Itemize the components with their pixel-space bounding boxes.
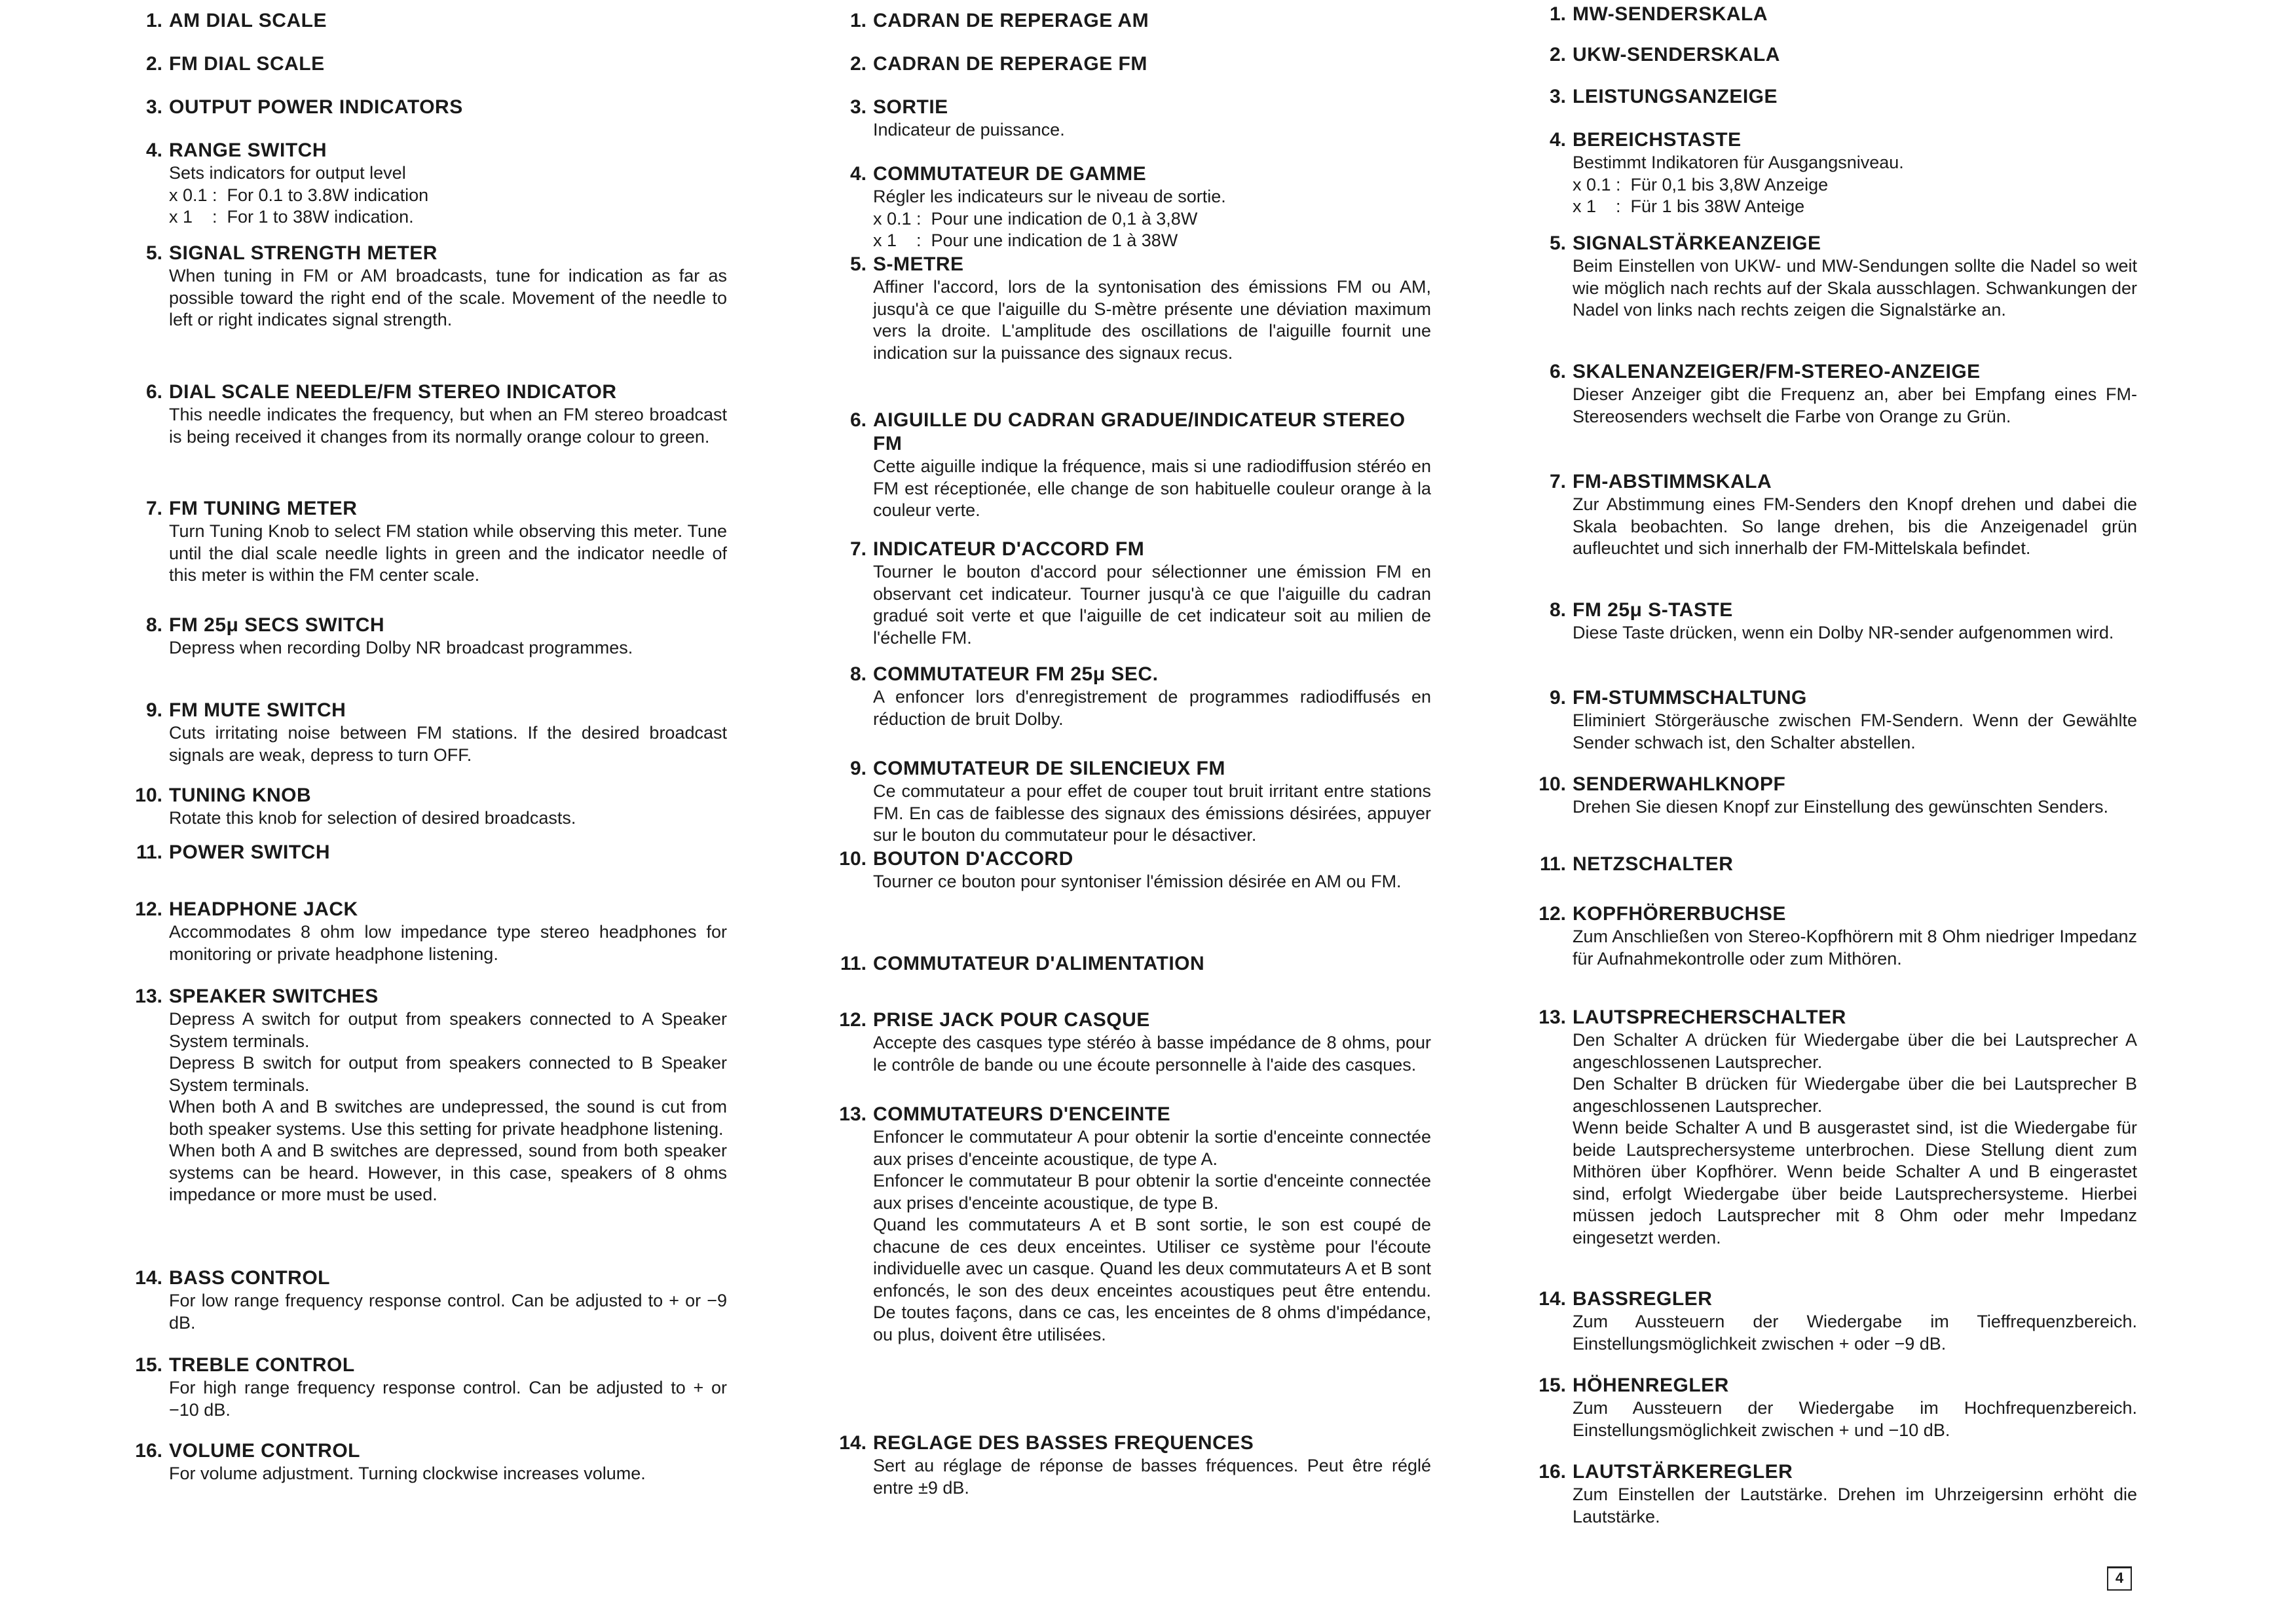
item-description [873,686,1431,730]
item-number: 16. [135,1440,162,1462]
item-number: 1. [849,10,867,31]
description-paragraph: Depress when recording Dolby NR broadcast programmes. [169,638,633,657]
item-title: BASS CONTROL [169,1267,330,1289]
item-title: SKALENANZEIGER/FM-STEREO-ANZEIGE [1573,361,1981,382]
item-description [169,521,727,587]
item-number: 4. [145,139,162,161]
item-title: BEREICHSTASTE [1573,129,1742,151]
item-title: DIAL SCALE NEEDLE/FM STEREO INDICATOR [169,381,617,403]
list-item [124,139,727,229]
item-number: 12. [839,1009,867,1031]
item-description [1573,926,2137,970]
item-title: FM 25μ S-TASTE [1573,599,1733,621]
item-description [873,1455,1431,1499]
item-description [873,186,1431,252]
description-paragraph: Wenn beide Schalter A und B ausgerastet sind, ist die Wiedergabe für beide Lautsprechersysteme unterbrochen. Diese Stellung dient zum Mithören über Kopfhörer. Wenn beide Schalter A und B eingerastet sind, erfolgt Wiedergabe über beide Lautsprechersysteme. Hierbei müssen jedoch Lautsprecher mit 8 Ohm oder mehr Impedanz eingesetzt werden. [1573,1118,2137,1247]
description-paragraph: Turn Tuning Knob to select FM station while observing this meter. Tune until the dial scale needle lights in green and the indicator needle of this meter is within the FM center scale. [169,521,727,585]
item-title: AM DIAL SCALE [169,10,327,31]
list-item [1528,360,2137,428]
item-title: FM TUNING METER [169,498,358,519]
description-paragraph: x 1 : Pour une indication de 1 à 38W [873,231,1178,250]
list-item [1528,470,2137,560]
item-number: 16. [1538,1461,1566,1483]
item-number: 13. [135,986,162,1007]
description-paragraph: Sets indicators for output level [169,163,406,183]
item-description [169,807,727,830]
item-title: COMMUTATEUR D'ALIMENTATION [873,953,1205,974]
item-number: 15. [1538,1375,1566,1396]
list-item [829,96,1431,141]
item-number: 3. [1549,86,1566,107]
item-number: 6. [849,409,867,431]
item-description [873,871,1431,893]
list-item [124,699,727,766]
description-paragraph: Régler les indicateurs sur le niveau de sortie. [873,187,1226,206]
item-description [169,1290,727,1334]
description-paragraph: Enfoncer le commutateur A pour obtenir la sortie d'enceinte connectée aux prises d'enceinte acoustique, de type A. [873,1127,1431,1169]
list-item [124,1266,727,1334]
item-title: SIGNAL STRENGTH METER [169,242,438,264]
list-item [1528,43,2137,67]
list-item [124,1354,727,1421]
description-paragraph: Indicateur de puissance. [873,120,1065,139]
item-number: 13. [1538,1006,1566,1028]
list-item [829,253,1431,364]
item-title: FM DIAL SCALE [169,53,325,75]
item-description [169,404,727,448]
item-number: 1. [1549,3,1566,25]
item-title: SORTIE [873,96,948,118]
description-paragraph: Sert au réglage de réponse de basses fréquences. Peut être réglé entre ±9 dB. [873,1456,1431,1498]
description-paragraph: Drehen Sie diesen Knopf zur Einstellung des gewünschten Senders. [1573,797,2109,817]
description-paragraph: For low range frequency response control. Can be adjusted to + or −9 dB. [169,1291,727,1333]
description-paragraph: Eliminiert Störgeräusche zwischen FM-Sendern. Wenn der Gewählte Sender schwach ist, den Schalter abstellen. [1573,710,2137,752]
item-description [169,722,727,766]
list-item [124,898,727,965]
item-number: 5. [849,253,867,275]
description-paragraph: x 1 : Für 1 bis 38W Anteige [1573,196,1805,216]
item-number: 15. [135,1354,162,1376]
item-title: BOUTON D'ACCORD [873,848,1073,870]
list-item [829,952,1431,976]
item-title: RANGE SWITCH [169,139,327,161]
item-description [1573,384,2137,428]
item-description [1573,1484,2137,1528]
item-title: FM 25μ SECS SWITCH [169,614,385,636]
description-paragraph: Zum Einstellen der Lautstärke. Drehen im Uhrzeigersinn erhöht die Lautstärke. [1573,1485,2137,1526]
list-item [124,841,727,864]
item-number: 12. [1538,903,1566,925]
description-paragraph: Den Schalter B drücken für Wiedergabe über die bei Lautsprecher B angeschlossenen Lautsprecher. [1573,1074,2137,1116]
list-item [829,1431,1431,1499]
item-title: FM MUTE SWITCH [169,699,346,721]
list-item [1528,85,2137,109]
list-item [829,162,1431,252]
list-item [1528,1006,2137,1249]
list-item [124,96,727,119]
item-number: 5. [145,242,162,264]
description-paragraph: When tuning in FM or AM broadcasts, tune for indication as far as possible toward the right end of the scale. Movement of the needle to left or right indicates signal strength. [169,266,727,329]
description-paragraph: Tourner ce bouton pour syntoniser l'émission désirée en AM ou FM. [873,872,1402,891]
item-number: 1. [145,10,162,31]
item-number: 14. [135,1267,162,1289]
item-number: 3. [145,96,162,118]
item-description [169,921,727,965]
item-description [169,1463,727,1485]
description-paragraph: Beim Einstellen von UKW- und MW-Sendungen sollte die Nadel so weit wie möglich nach rechts auf der Skala ausschlagen. Schwankungen der Nadel von links nach rechts zeigen die Signalstärke an. [1573,256,2137,320]
item-number: 8. [145,614,162,636]
item-title: PRISE JACK POUR CASQUE [873,1009,1150,1031]
item-title: LAUTSTÄRKEREGLER [1573,1461,1793,1483]
description-paragraph: x 0.1 : For 0.1 to 3.8W indication [169,185,429,205]
item-title: S-METRE [873,253,964,275]
item-number: 8. [1549,599,1566,621]
item-number: 2. [849,53,867,75]
item-number: 9. [145,699,162,721]
description-paragraph: When both A and B switches are undepressed, the sound is cut from both speaker systems. Use this setting for private headphone listening. [169,1097,727,1139]
item-number: 9. [849,758,867,779]
item-title: UKW-SENDERSKALA [1573,44,1780,65]
item-title: FM-ABSTIMMSKALA [1573,471,1772,492]
item-title: CADRAN DE REPERAGE FM [873,53,1147,75]
item-number: 2. [145,53,162,75]
description-paragraph: x 0.1 : Pour une indication de 0,1 à 3,8W [873,208,1198,229]
item-number: 14. [1538,1288,1566,1310]
item-number: 5. [1549,232,1566,254]
item-title: SPEAKER SWITCHES [169,986,379,1007]
item-number: 11. [136,841,162,863]
item-description [1573,152,2137,218]
item-number: 10. [135,784,162,806]
item-title: REGLAGE DES BASSES FREQUENCES [873,1432,1254,1454]
item-number: 4. [1549,129,1566,151]
item-description [169,637,727,659]
list-item [829,757,1431,847]
description-paragraph: Zur Abstimmung eines FM-Senders den Knopf drehen und dabei die Skala beobachten. So lange drehen, bis die Anzeigenadel grün aufleuchtet und sich innerhalb der FM-Mittelskala befindet. [1573,494,2137,558]
item-title: BASSREGLER [1573,1288,1713,1310]
item-description [873,456,1431,522]
list-item [1528,599,2137,644]
description-paragraph: Accepte des casques type stéréo à basse impédance de 8 ohms, pour le contrôle de bande ou une écoute personnelle à l'aide des casques. [873,1033,1431,1075]
list-item [124,784,727,830]
list-item [1528,686,2137,754]
list-item [124,52,727,76]
item-description [169,1008,727,1206]
item-title: FM-STUMMSCHALTUNG [1573,687,1807,709]
item-number: 7. [145,498,162,519]
description-paragraph: Cuts irritating noise between FM stations. If the desired broadcast signals are weak, depress to turn OFF. [169,723,727,765]
description-paragraph: When both A and B switches are depressed, sound from both speaker systems can be heard. However, in this case, speakers of 8 ohms impedance or more must be used. [169,1141,727,1204]
list-item [829,847,1431,893]
list-item [1528,3,2137,26]
list-item [124,1439,727,1485]
item-description [1573,796,2137,819]
list-item [829,9,1431,33]
item-title: OUTPUT POWER INDICATORS [169,96,463,118]
list-item [124,242,727,331]
description-paragraph: Dieser Anzeiger gibt die Frequenz an, aber bei Empfang eines FM-Stereosenders wechselt die Farbe von Orange zu Grün. [1573,384,2137,426]
description-paragraph: Zum Aussteuern der Wiedergabe im Hochfrequenzbereich. Einstellungsmöglichkeit zwischen + und −10 dB. [1573,1398,2137,1440]
item-number: 3. [849,96,867,118]
item-description [1573,255,2137,322]
description-paragraph: Rotate this knob for selection of desired broadcasts. [169,808,576,828]
item-number: 7. [1549,471,1566,492]
item-description [873,1126,1431,1346]
item-title: CADRAN DE REPERAGE AM [873,10,1149,31]
description-paragraph: Den Schalter A drücken für Wiedergabe über die bei Lautsprecher A angeschlossenen Lautsprecher. [1573,1030,2137,1072]
list-item [1528,128,2137,218]
item-title: POWER SWITCH [169,841,330,863]
list-item [829,663,1431,730]
description-paragraph: Quand les commutateurs A et B sont sortie, le son est coupé de chacune de ces deux enceintes. Utiliser ce système pour l'écoute individuelle avec un casque. Quand les deux commutateurs A et B sont enfoncés, le son des deux enceintes acoustiques peut être entendu. De toutes façons, dans ce cas, les enceintes de 8 ohms d'impédance, ou plus, doivent être utilisées. [873,1215,1431,1344]
item-title: SENDERWAHLKNOPF [1573,773,1786,795]
item-description [1573,622,2137,644]
item-title: LAUTSPRECHERSCHALTER [1573,1006,1846,1028]
list-item [1528,853,2137,876]
list-item [1528,773,2137,819]
description-paragraph: Accommodates 8 ohm low impedance type stereo headphones for monitoring or private headphone listening. [169,922,727,964]
item-description [873,119,1431,141]
item-number: 10. [839,848,867,870]
list-item [1528,232,2137,322]
description-paragraph: Tourner le bouton d'accord pour sélectionner une émission FM en observant cet indicateur. Tourner jusqu'à ce que l'aiguille du cadran gradué soit verte et que l'aiguille de cet indicateur soit au milien de l'échelle FM. [873,562,1431,648]
description-paragraph: Bestimmt Indikatoren für Ausgangsniveau. [1573,153,1904,172]
description-paragraph: Zum Anschließen von Stereo-Kopfhörern mit 8 Ohm niedriger Impedanz für Aufnahmekontrolle oder zum Mithören. [1573,927,2137,969]
item-title: LEISTUNGSANZEIGE [1573,86,1778,107]
item-title: COMMUTATEUR DE GAMME [873,163,1147,185]
item-title: INDICATEUR D'ACCORD FM [873,538,1145,560]
description-paragraph: Enfoncer le commutateur B pour obtenir la sortie d'enceinte connectée aux prises d'enceinte acoustique, de type B. [873,1171,1431,1213]
item-title: SIGNALSTÄRKEANZEIGE [1573,232,1821,254]
list-item [829,538,1431,649]
description-paragraph: Cette aiguille indique la fréquence, mais si une radiodiffusion stéréo en FM est réceptionée, elle change de son habituelle couleur orange à la couleur verte. [873,456,1431,520]
item-number: 6. [145,381,162,403]
description-paragraph: Diese Taste drücken, wenn ein Dolby NR-sender aufgenommen wird. [1573,623,2114,642]
item-description [1573,1029,2137,1249]
description-paragraph: For high range frequency response control. Can be adjusted to + or −10 dB. [169,1378,727,1420]
item-title: COMMUTATEUR DE SILENCIEUX FM [873,758,1225,779]
item-description [169,265,727,331]
item-title: COMMUTATEUR FM 25μ SEC. [873,663,1159,685]
item-title: TUNING KNOB [169,784,312,806]
list-item [124,985,727,1206]
item-number: 9. [1549,687,1566,709]
description-paragraph: Ce commutateur a pour effet de couper tout bruit irritant entre stations FM. En cas de faiblesse des signaux des émissions désirées, appuyer sur le bouton du commutateur pour le désactiver. [873,781,1431,845]
list-item [124,380,727,448]
list-item [1528,902,2137,970]
item-title: MW-SENDERSKALA [1573,3,1768,25]
item-title: COMMUTATEURS D'ENCEINTE [873,1103,1171,1125]
item-number: 6. [1549,361,1566,382]
item-description [1573,494,2137,560]
description-paragraph: Zum Aussteuern der Wiedergabe im Tieffrequenzbereich. Einstellungsmöglichkeit zwischen + oder −9 dB. [1573,1312,2137,1354]
list-item [1528,1374,2137,1441]
item-title: KOPFHÖRERBUCHSE [1573,903,1786,925]
description-paragraph: Depress A switch for output from speakers connected to A Speaker System terminals. [169,1009,727,1051]
item-number: 7. [849,538,867,560]
item-number: 11. [840,953,867,974]
item-number: 4. [849,163,867,185]
description-paragraph: This needle indicates the frequency, but when an FM stereo broadcast is being received it changes from its normally orange colour to green. [169,405,727,447]
list-item [829,1008,1431,1076]
description-paragraph: A enfoncer lors d'enregistrement de programmes radiodiffusés en réduction de bruit Dolby. [873,687,1431,729]
item-number: 11. [1539,853,1566,875]
list-item [124,497,727,587]
item-title: VOLUME CONTROL [169,1440,360,1462]
item-number: 10. [1538,773,1566,795]
item-title: HÖHENREGLER [1573,1375,1729,1396]
item-description [169,1377,727,1421]
description-paragraph: x 0.1 : Für 0,1 bis 3,8W Anzeige [1573,174,1829,194]
item-title: TREBLE CONTROL [169,1354,355,1376]
item-number: 2. [1549,44,1566,65]
item-title: HEADPHONE JACK [169,898,358,920]
item-description [1573,710,2137,754]
list-item [1528,1287,2137,1355]
description-paragraph: Depress B switch for output from speakers connected to B Speaker System terminals. [169,1053,727,1095]
list-item [1528,1460,2137,1528]
item-number: 8. [849,663,867,685]
item-description [873,781,1431,847]
item-description [1573,1311,2137,1355]
item-description [873,561,1431,649]
list-item [829,52,1431,76]
description-paragraph: Affiner l'accord, lors de la syntonisation des émissions FM ou AM, jusqu'à ce que l'aiguille du S-mètre présente une déviation maximum vers la droite. L'amplitude des oscillations de l'aiguille fournit une indication sur la puissance des signaux recus. [873,277,1431,363]
page-number: 4 [2107,1566,2132,1591]
list-item [829,409,1431,522]
item-description [169,162,727,229]
item-number: 14. [839,1432,867,1454]
list-item [124,9,727,33]
item-description [873,1032,1431,1076]
description-paragraph: For volume adjustment. Turning clockwise increases volume. [169,1464,646,1483]
item-number: 13. [839,1103,867,1125]
item-title: AIGUILLE DU CADRAN GRADUE/INDICATEUR STEREO FM [873,409,1406,454]
item-number: 12. [135,898,162,920]
item-description [1573,1397,2137,1441]
item-title: NETZSCHALTER [1573,853,1734,875]
item-description [873,276,1431,364]
description-paragraph: x 1 : For 1 to 38W indication. [169,207,414,227]
list-item [124,614,727,659]
list-item [829,1103,1431,1346]
